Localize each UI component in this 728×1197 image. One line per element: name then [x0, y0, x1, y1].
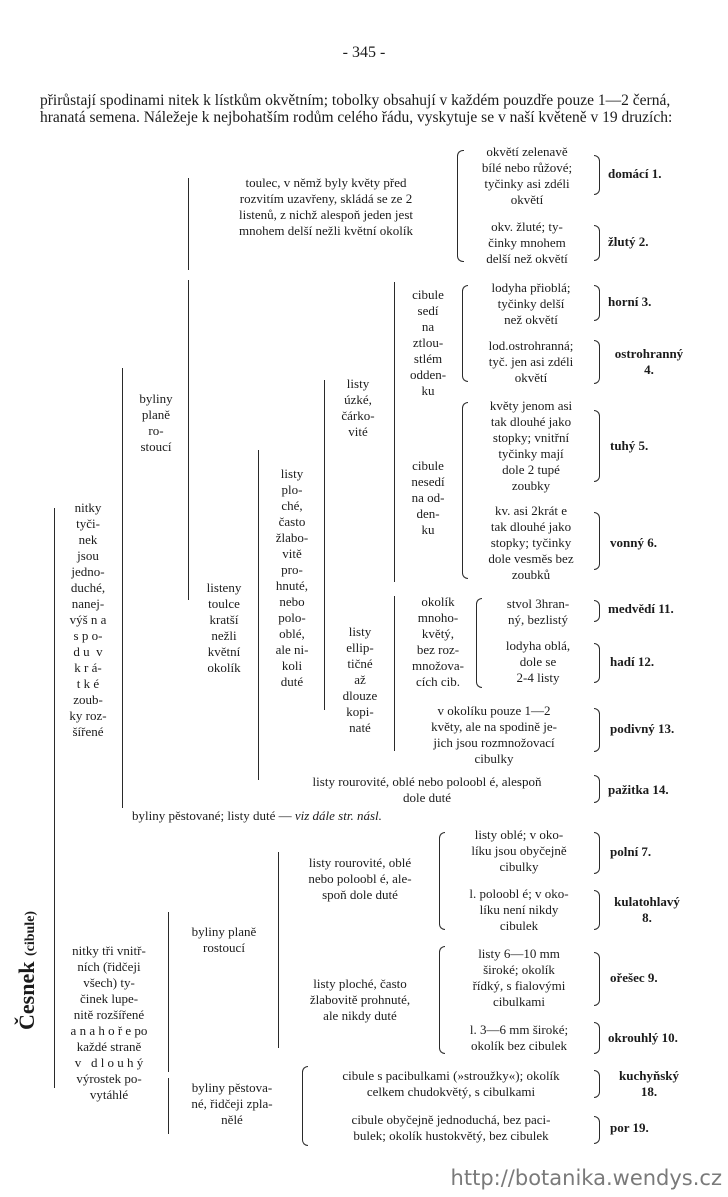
genus-name: Česnek — [14, 961, 39, 1030]
brace-listy-rour — [439, 832, 445, 930]
brace-r8 — [594, 890, 600, 930]
key-pestovane-text: byliny pěstované; listy duté — — [132, 808, 292, 823]
brace-r6 — [594, 512, 600, 570]
result-ostrohranny: ostrohranný 4. — [614, 346, 684, 377]
footer-url: http://botanika.wendys.cz — [450, 1166, 722, 1190]
brace-r10 — [594, 1022, 600, 1054]
key-nitky-simple: nitky tyči- nek jsou jedno- duché, nanej- výš n a s p o- d u v k r á- t k é zoub- ky roz- šířené — [69, 500, 107, 739]
key-lod-ostrohranna: lod.ostrohranná; tyč. jen asi zdéli okvětí — [488, 338, 574, 385]
brace-r13 — [594, 708, 600, 752]
branch-line-2 — [188, 178, 189, 270]
key-kv-asi: kv. asi 2krát e tak dlouhé jako stopky; tyčinky dole vesměs bez zoubků — [488, 503, 574, 582]
key-v-okoliku: v okolíku pouze 1—2 květy, ale na spodině je- jich jsou rozmnožovací cibulky — [431, 703, 557, 766]
brace-pestovane — [302, 1066, 308, 1146]
key-listy-rourovite-1: listy rourovité, oblé nebo poloobl é, alespoň dole duté — [312, 774, 542, 805]
branch-line-4 — [258, 450, 259, 780]
main-divider — [54, 508, 55, 1088]
branch-line-1 — [122, 368, 123, 808]
key-okv-zlute: okv. žluté; ty- činky mnohem delší než okvětí — [486, 219, 568, 266]
brace-r11 — [594, 600, 600, 622]
branch-line-10 — [278, 852, 279, 1048]
key-byliny-pestovane-1 — [132, 808, 382, 824]
result-pazitka: pažitka 14. — [608, 782, 669, 797]
key-cibule-pacibulky: cibule s pacibulkami (»stroužky«); okolík celkem chudokvětý, s cibulkami — [342, 1068, 560, 1099]
key-stvol: stvol 3hran- ný, bezlistý — [506, 596, 570, 627]
key-byliny-plane-2: byliny planě rostoucí — [191, 924, 257, 955]
result-domaci: domácí 1. — [608, 166, 662, 181]
brace-r19 — [594, 1116, 600, 1144]
result-tuhy: tuhý 5. — [610, 438, 649, 453]
brace-r1 — [594, 155, 600, 195]
brace-r14 — [594, 775, 600, 803]
key-listy-elliptic: listy ellip- tičné až dlouze kopi- naté — [342, 624, 378, 735]
branch-line-7 — [394, 596, 395, 751]
branch-line-5 — [324, 380, 325, 710]
key-listy-uzke: listy úzké, čárko- vité — [341, 376, 375, 439]
brace-r2 — [594, 225, 600, 261]
result-horni: horní 3. — [608, 294, 652, 309]
result-kulatohlavy: kulatohlavý 8. — [614, 894, 680, 925]
key-cibule-nesedi: cibule nesedí na od- den- ku — [411, 458, 445, 537]
genus-alt: (cibule) — [23, 910, 38, 957]
key-listeny: listeny toulce kratší nežli květní okolík — [206, 580, 242, 675]
key-byliny-plane-1: byliny planě ro- stoucí — [139, 391, 173, 454]
brace-r4 — [594, 340, 600, 384]
key-l-3-6: l. 3—6 mm široké; okolík bez cibulek — [469, 1022, 569, 1053]
brace-r18 — [594, 1070, 600, 1098]
result-hadi: hadí 12. — [610, 654, 655, 669]
result-polni: polní 7. — [610, 844, 652, 859]
key-cibule-sedi: cibule sedí na ztlou- stlém odden- ku — [409, 287, 447, 398]
result-zluty: žlutý 2. — [608, 234, 649, 249]
brace-r7 — [594, 832, 600, 874]
key-listy-ploche: listy plo- ché, často žlabo- vitě pro- hnuté, nebo polo- oblé, ale ni- koli duté — [275, 466, 309, 689]
brace-r5 — [594, 410, 600, 482]
branch-line-6 — [394, 282, 395, 582]
brace-r9 — [594, 952, 600, 1006]
intro-paragraph: přirůstají spodinami nitek k lístkům okvětním; tobolky obsahují v každém pouzdře pouze 1—2 černá, hranatá semena. Náležeje k nejbohatším rodům celého řádu, vyskytuje se v naší květeně v 19 druzích: — [40, 92, 673, 126]
key-listy-rourovite-2: listy rourovité, oblé nebo poloobl é, ale- spoň dole duté — [308, 855, 412, 902]
result-okrouhly: okrouhlý 10. — [608, 1030, 678, 1045]
key-okolik-mnoho: okolík mnoho- květý, bez roz- množova- cích cib. — [412, 594, 464, 689]
key-nitky-toothed: nitky tři vnitř- ních (řidčeji všech) ty- činek lupe- nitě rozšířené a n a h o ř e po každé straně v d l o u h ý výrostek po- vytáhlé — [70, 943, 148, 1102]
brace-r3 — [594, 285, 600, 321]
key-viz-dale: viz dále str. násl. — [294, 808, 382, 823]
key-listy-ploche-2: listy ploché, často žlabovitě prohnuté, ale nikdy duté — [309, 976, 411, 1023]
result-por: por 19. — [610, 1120, 649, 1135]
result-medvedi: medvědí 11. — [608, 601, 674, 616]
branch-line-8 — [168, 912, 169, 1072]
genus-label — [14, 911, 40, 1030]
key-okveti-zelenave: okvětí zelenavě bílé nebo růžové; tyčinky asi zdéli okvětí — [481, 144, 573, 207]
key-cibule-obycejne: cibule obyčejně jednoduchá, bez paci- bulek; okolík hustokvětý, bez cibulek — [351, 1112, 551, 1143]
key-byliny-pestovane-2: byliny pěstova- né, řidčeji zpla- nělé — [191, 1080, 273, 1127]
brace-listy-ploche — [439, 946, 445, 1054]
brace-r12 — [594, 643, 600, 683]
branch-line-3 — [188, 280, 189, 600]
brace-okveti — [457, 150, 464, 262]
page-number: - 345 - — [342, 44, 386, 61]
key-lodyha-prioba: lodyha přioblá; tyčinky delší než okvětí — [491, 280, 571, 327]
key-l-poloobl: l. poloobl é; v oko- líku není nikdy cibulek — [469, 886, 569, 933]
result-oresec: ořešec 9. — [610, 970, 658, 985]
key-listy-6-10: listy 6—10 mm široké; okolík řídký, s fialovými cibulkami — [472, 946, 566, 1009]
key-toulec: toulec, v němž byly květy před rozvitím uzavřeny, skládá se ze 2 listenů, z nichž alespoň jeden jest mnohem delší nežli květní okolík — [238, 175, 414, 238]
result-podivny: podivný 13. — [610, 721, 675, 736]
branch-line-9 — [168, 1078, 169, 1134]
key-listy-oble: listy oblé; v oko- líku jsou obyčejně cibulky — [471, 827, 567, 874]
result-kuchynsky: kuchyňský 18. — [619, 1068, 679, 1099]
key-kvety-jenom: květy jenom asi tak dlouhé jako stopky; vnitřní tyčinky mají dole 2 tupé zoubky — [489, 398, 573, 493]
result-vonny: vonný 6. — [610, 535, 657, 550]
key-lodyha-obla: lodyha oblá, dole se 2-4 listy — [505, 638, 571, 685]
